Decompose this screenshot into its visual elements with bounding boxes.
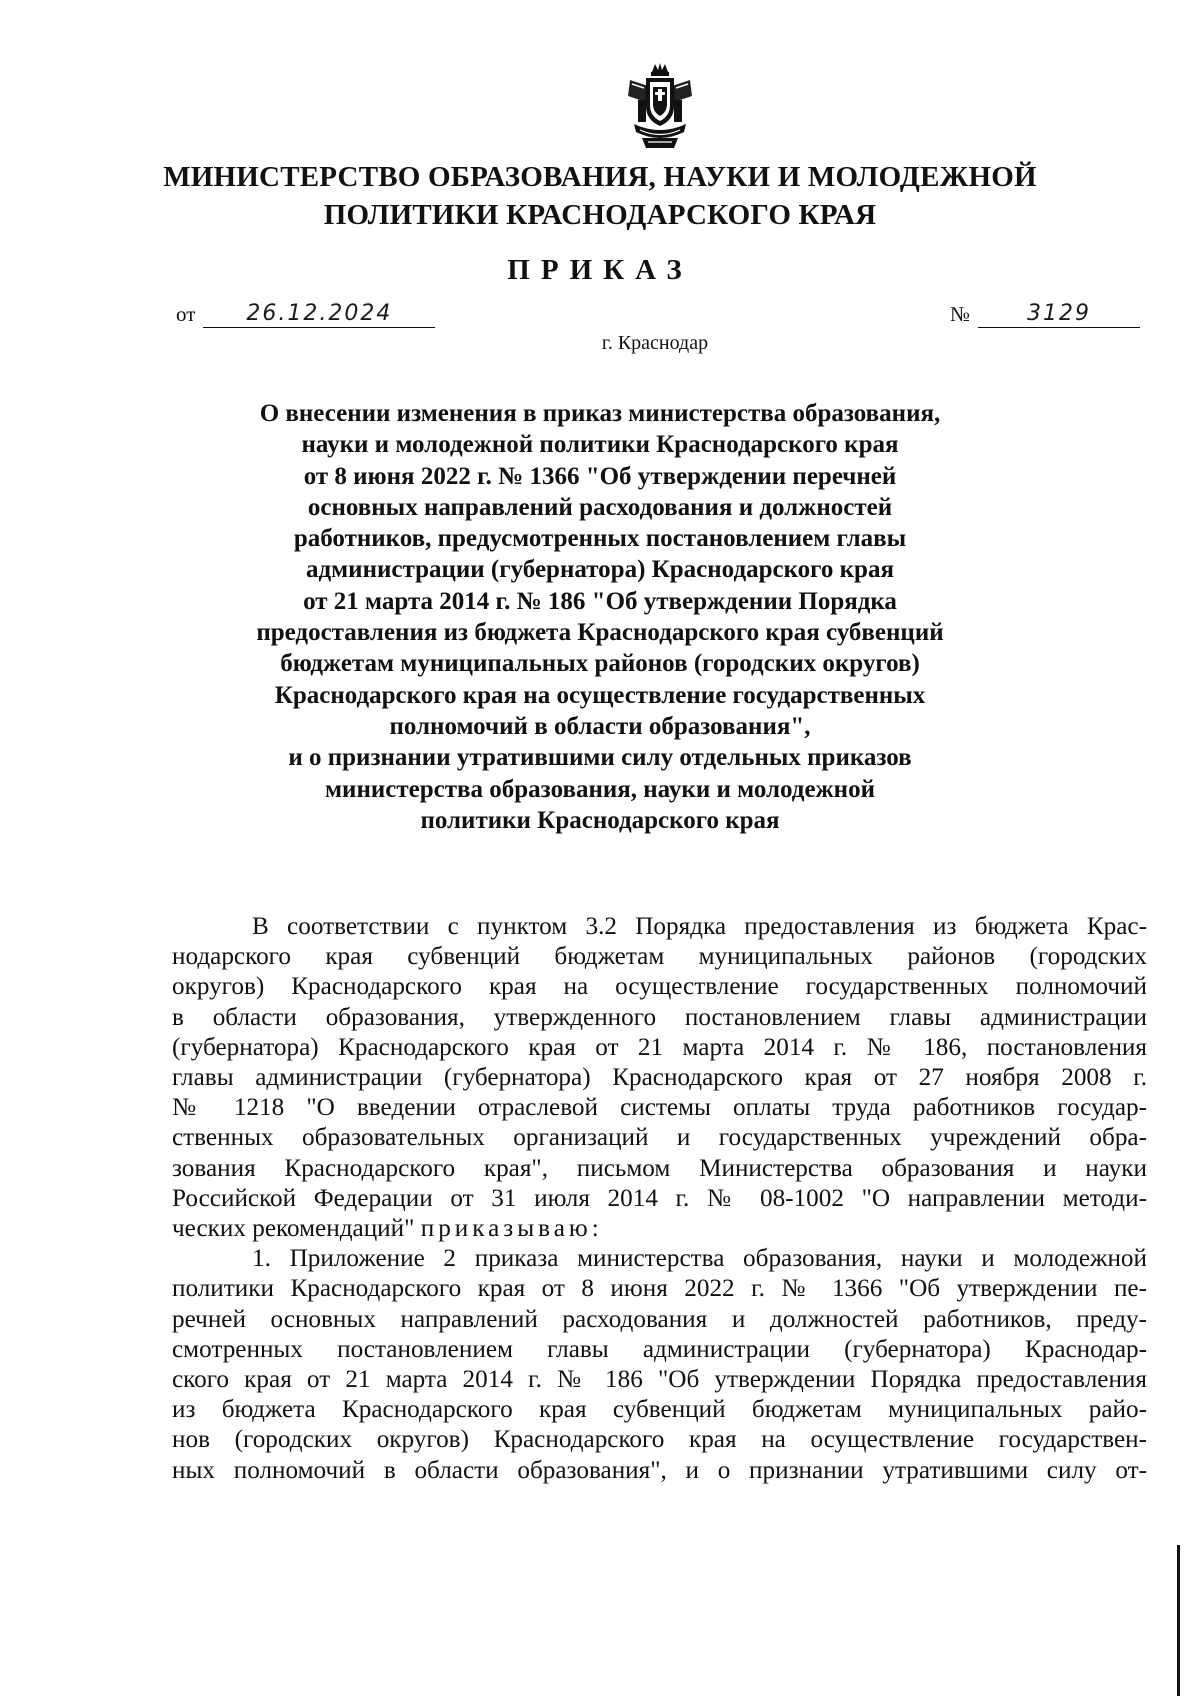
body-line-text: ческих рекомендаций" <box>172 1215 421 1243</box>
body-line: из бюджета Краснодарского края субвенций бюджетам муниципальных райо- <box>172 1396 1147 1424</box>
city-name: г. Краснодар <box>601 332 709 354</box>
title-line: полномочий в области образования", <box>389 712 811 740</box>
title-line: О внесении изменения в приказ министерства образования, <box>259 400 941 427</box>
body-line: смотренных постановлением главы администрации (губернатора) Краснодар- <box>172 1335 1147 1363</box>
body-line: главы администрации (губернатора) Краснодарского края от 27 ноября 2008 г. <box>172 1064 1147 1092</box>
ministry-line-2: ПОЛИТИКИ КРАСНОДАРСКОГО КРАЯ <box>323 199 877 231</box>
body-line: В соответствии с пунктом 3.2 Порядка предоставления из бюджета Крас- <box>252 913 1147 940</box>
body-line: № 1218 "О введении отраслевой системы оплаты труда работников государ- <box>172 1094 1147 1122</box>
ministry-name <box>0 158 1200 234</box>
handwritten-date: 26.12.2024 <box>246 301 393 326</box>
title-line: от 8 июня 2022 г. № 1366 "Об утверждении перечней <box>303 462 897 490</box>
body-line: ственных образовательных организаций и государственных учреждений обра- <box>172 1124 1147 1152</box>
body-line: в области образования, утвержденного постановлением главы администрации <box>172 1003 1147 1031</box>
title-line: и о признании утратившими силу отдельных приказов <box>288 744 912 772</box>
number-prefix: № <box>950 302 971 326</box>
body-line: (губернатора) Краснодарского края от 21 марта 2014 г. № 186, постановления <box>172 1033 1147 1061</box>
date-prefix: от <box>176 302 196 326</box>
title-line: администрации (губернатора) Краснодарского края <box>306 556 894 584</box>
title-line: бюджетам муниципальных районов (городских округов) <box>280 650 920 678</box>
body-line: ных полномочий в области образования", и о признании утратившими силу от- <box>172 1456 1147 1484</box>
title-line: политики Краснодарского края <box>420 806 780 834</box>
date-row <box>176 300 435 328</box>
body-line: речней основных направлений расходования и должностей работников, преду- <box>172 1305 1147 1333</box>
scan-edge-mark <box>1177 1545 1180 1696</box>
title-line: науки и молодежной политики Краснодарского края <box>301 431 899 459</box>
handwritten-number: 3129 <box>1027 301 1092 326</box>
body-line: зования Краснодарского края", письмом Министерства образования и науки <box>172 1154 1147 1182</box>
number-row <box>950 300 1140 328</box>
document-type: ПРИКАЗ <box>507 254 693 286</box>
body-line: нов (городских округов) Краснодарского края на осуществление государствен- <box>172 1426 1147 1454</box>
document-title <box>0 398 1200 836</box>
body-line: нодарского края субвенций бюджетам муниципальных районов (городских <box>172 943 1147 971</box>
title-line: от 21 марта 2014 г. № 186 "Об утверждении Порядка <box>303 587 897 615</box>
ministry-line-1: МИНИСТЕРСТВО ОБРАЗОВАНИЯ, НАУКИ И МОЛОДЕЖНОЙ <box>163 161 1037 193</box>
order-word: приказываю: <box>420 1215 603 1243</box>
title-line: Краснодарского края на осуществление государственных <box>274 681 926 709</box>
krasnodar-coat-of-arms-icon <box>624 62 696 152</box>
title-line: предоставления из бюджета Краснодарского края субвенций <box>256 619 944 647</box>
date-blank <box>203 303 435 328</box>
body-line: Российской Федерации от 31 июля 2014 г. № 08-1002 "О направлении методи- <box>172 1184 1147 1212</box>
body-line <box>172 1214 1147 1244</box>
body-line: округов) Краснодарского края на осуществление государственных полномочий <box>172 973 1147 1001</box>
title-line: министерства образования, науки и молодежной <box>325 775 875 803</box>
body-line: политики Краснодарского края от 8 июня 2022 г. № 1366 "Об утверждении пе- <box>172 1275 1147 1303</box>
title-line: основных направлений расходования и должностей <box>307 493 893 521</box>
document-body <box>172 912 1147 1486</box>
body-line: 1. Приложение 2 приказа министерства образования, науки и молодежной <box>252 1245 1147 1273</box>
body-line: ского края от 21 марта 2014 г. № 186 "Об утверждении Порядка предоставления <box>172 1366 1147 1394</box>
title-line: работников, предусмотренных постановлением главы <box>293 525 907 553</box>
number-blank <box>978 303 1140 328</box>
